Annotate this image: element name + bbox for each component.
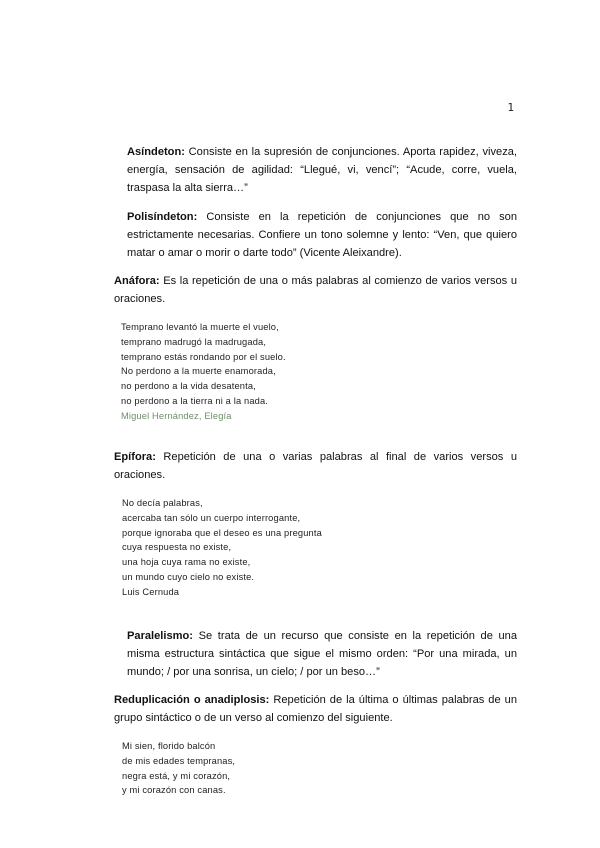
- definition-reduplicacion: [114, 691, 517, 727]
- poem-line: No perdono a la muerte enamorada,: [121, 366, 276, 377]
- definition-anafora: [114, 272, 517, 308]
- poem-line: Mi sien, florido balcón: [122, 741, 216, 751]
- poem-line: porque ignoraba que el deseo es una pregunta: [122, 527, 322, 538]
- poem-line: acercaba tan sólo un cuerpo interrogante,: [122, 512, 301, 523]
- poem-author: Miguel Hernández, Elegía: [121, 410, 232, 421]
- poem-line: no perdono a la tierra ni a la nada.: [121, 395, 269, 406]
- poem-line: una hoja cuya rama no existe,: [122, 557, 251, 568]
- poem-line: Temprano levantó la muerte el vuelo,: [121, 322, 279, 332]
- definition-epifora: [114, 448, 517, 484]
- poem-author: Luis Cernuda: [122, 586, 180, 597]
- poem-reduplicacion: [122, 739, 235, 798]
- definition-polisindeton: [117, 208, 517, 263]
- poem-line: y mi corazón con canas.: [122, 785, 226, 796]
- poem-line: temprano madrugó la madrugada,: [121, 336, 267, 347]
- definition-text: Repetición de una o varias palabras al final de varios versos u oraciones.: [114, 451, 517, 482]
- poem-line: No decía palabras,: [122, 498, 203, 508]
- definition-text: Consiste en la supresión de conjunciones. Aporta rapidez, viveza, energía, sensación de agilidad: “Llegué, vi, vencí”; “Acude, corre, vuela, traspasa la alta sierra…”: [127, 146, 517, 195]
- term-polisindeton: Polisíndeton:: [127, 211, 198, 223]
- poem-line: de mis edades tempranas,: [122, 755, 236, 766]
- term-asindeton: Asíndeton:: [127, 146, 185, 158]
- poem-line: un mundo cuyo cielo no existe.: [122, 571, 255, 582]
- term-reduplicacion: Reduplicación o anadiplosis:: [114, 694, 270, 706]
- term-paralelismo: Paralelismo:: [127, 630, 193, 642]
- definition-text: Se trata de un recurso que consiste en la repetición de una misma estructura sintáctica que sigue el mismo orden: “Por una mirada, un mundo; / por una sonrisa, un cielo; / por un beso…”: [127, 630, 517, 679]
- page-number: 1: [507, 101, 514, 114]
- poem-line: cuya respuesta no existe,: [122, 542, 232, 553]
- poem-line: temprano estás rondando por el suelo.: [121, 351, 286, 362]
- definition-text: Repetición de la última o últimas palabras de un grupo sintáctico o de un verso al comienzo del siguiente.: [114, 694, 517, 725]
- definition-asindeton: [117, 143, 517, 198]
- poem-line: negra está, y mi corazón,: [122, 770, 231, 781]
- term-epifora: Epífora:: [114, 451, 156, 463]
- definition-text: Consiste en la repetición de conjunciones que no son estrictamente necesarias. Confiere un tono solemne y lento: “Ven, que quiero matar o amar o morir o darte todo” (Vicente Aleixandre).: [127, 211, 517, 260]
- poem-line: no perdono a la vida desatenta,: [121, 381, 256, 392]
- poem-anafora: [121, 320, 286, 424]
- poem-epifora: [122, 496, 322, 600]
- term-anafora: Anáfora:: [114, 275, 160, 287]
- definition-text: Es la repetición de una o más palabras al comienzo de varios versos u oraciones.: [114, 275, 517, 306]
- definition-paralelismo: [117, 627, 517, 682]
